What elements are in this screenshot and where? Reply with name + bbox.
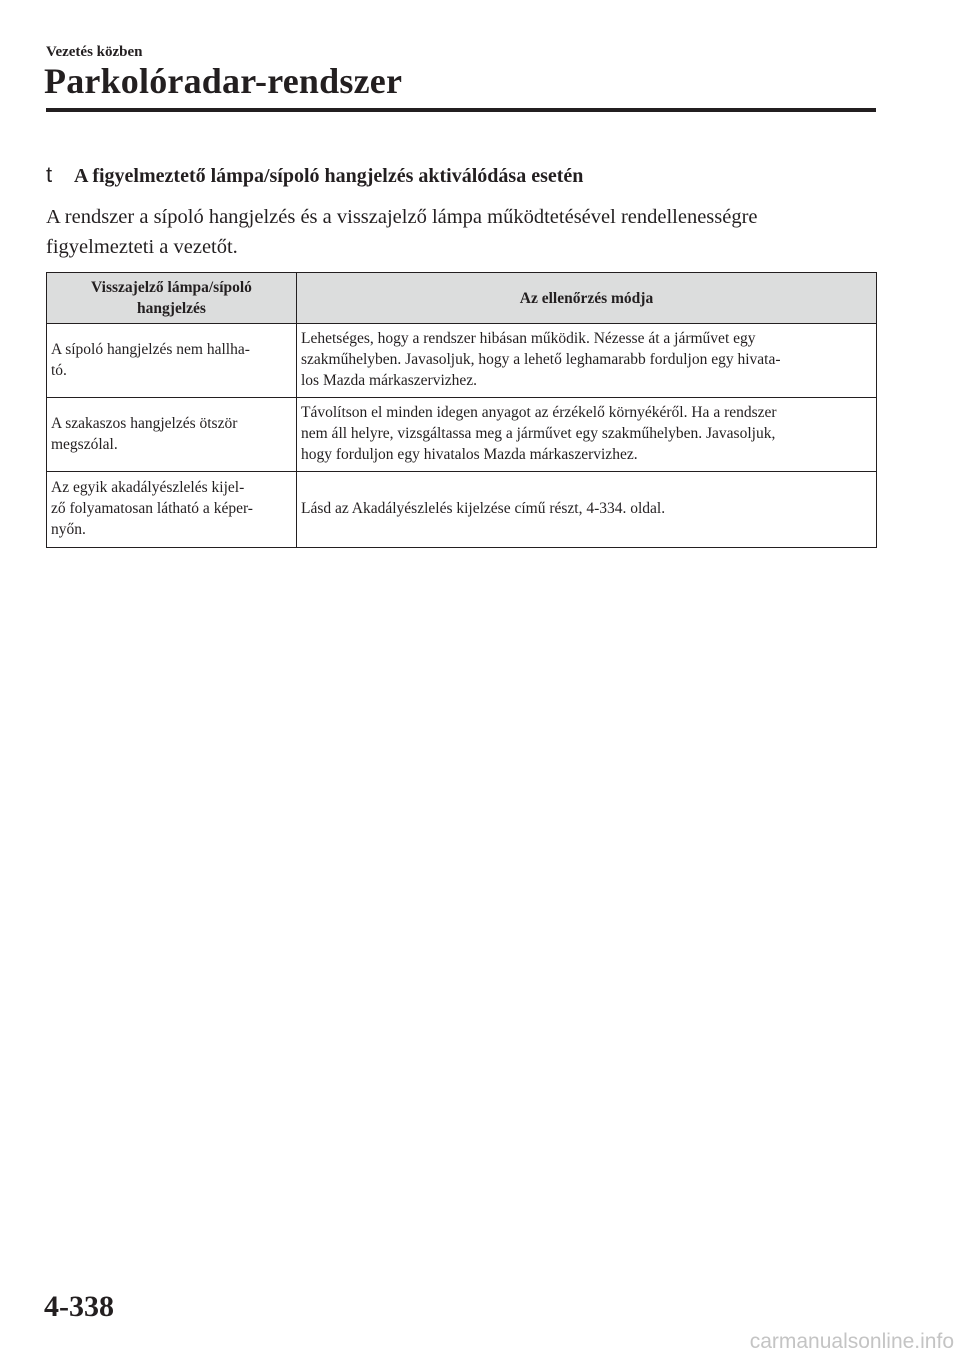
table-header-row [47,273,877,324]
header-text: Visszajelző lámpa/sípoló [91,279,252,296]
intro-line: A rendszer a sípoló hangjelzés és a visszajelző lámpa működtetésével rendellenességre [46,206,758,228]
section-heading [46,162,876,188]
table-row [47,398,877,472]
table-header-indicator [47,273,297,324]
cell-line: Az egyik akadályészlelés kijel- [51,479,245,496]
table-header-check-method [297,273,877,324]
cell-line: A szakaszos hangjelzés ötször [51,414,238,432]
table-row [47,324,877,398]
indicator-cell [47,398,297,472]
check-method-cell [297,324,877,398]
cell-line: megszólal. [51,435,118,453]
cell-line: tó. [51,361,67,379]
table-row [47,472,877,548]
indicator-cell [47,324,297,398]
page-number: 4-338 [44,1290,114,1323]
cell-line: nyőn. [51,521,86,538]
section-heading-text: A figyelmeztető lámpa/sípoló hangjelzés aktiválódása esetén [74,165,584,187]
cell-line: los Mazda márkaszervizhez. [301,372,478,389]
cell-line: hogy forduljon egy hivatalos Mazda márkaszervizhez. [301,446,638,463]
cell-line: Lehetséges, hogy a rendszer hibásan működik. Nézesse át a járművet egy [301,330,756,347]
cell-line: ző folyamatosan látható a képer- [51,500,253,517]
title-divider [46,108,876,112]
cell-line: nem áll helyre, vizsgáltassa meg a járművet egy szakműhelyben. Javasoljuk, [301,425,776,442]
intro-line: figyelmezteti a vezetőt. [46,236,238,258]
intro-paragraph [46,202,876,262]
chapter-label: Vezetés közben [46,44,143,60]
watermark: carmanualsonline.info [749,1330,954,1353]
page-title: Parkolóradar-rendszer [44,61,403,101]
cell-line: Távolítson el minden idegen anyagot az érzékelő környékéről. Ha a rendszer [301,404,777,421]
header-text: Az ellenőrzés módja [519,289,654,307]
cell-line: szakműhelyben. Javasoljuk, hogy a lehető leghamarabb forduljon egy hivata- [301,351,781,368]
section-bullet-icon: t [46,162,53,187]
cell-line: A sípoló hangjelzés nem hallha- [51,340,250,358]
indicator-cell [47,472,297,548]
check-method-cell [297,472,877,548]
check-table [46,272,877,548]
cell-line: Lásd az Akadályészlelés kijelzése című részt, 4-334. oldal. [301,500,666,517]
check-method-cell [297,398,877,472]
header-text: hangjelzés [137,300,206,317]
